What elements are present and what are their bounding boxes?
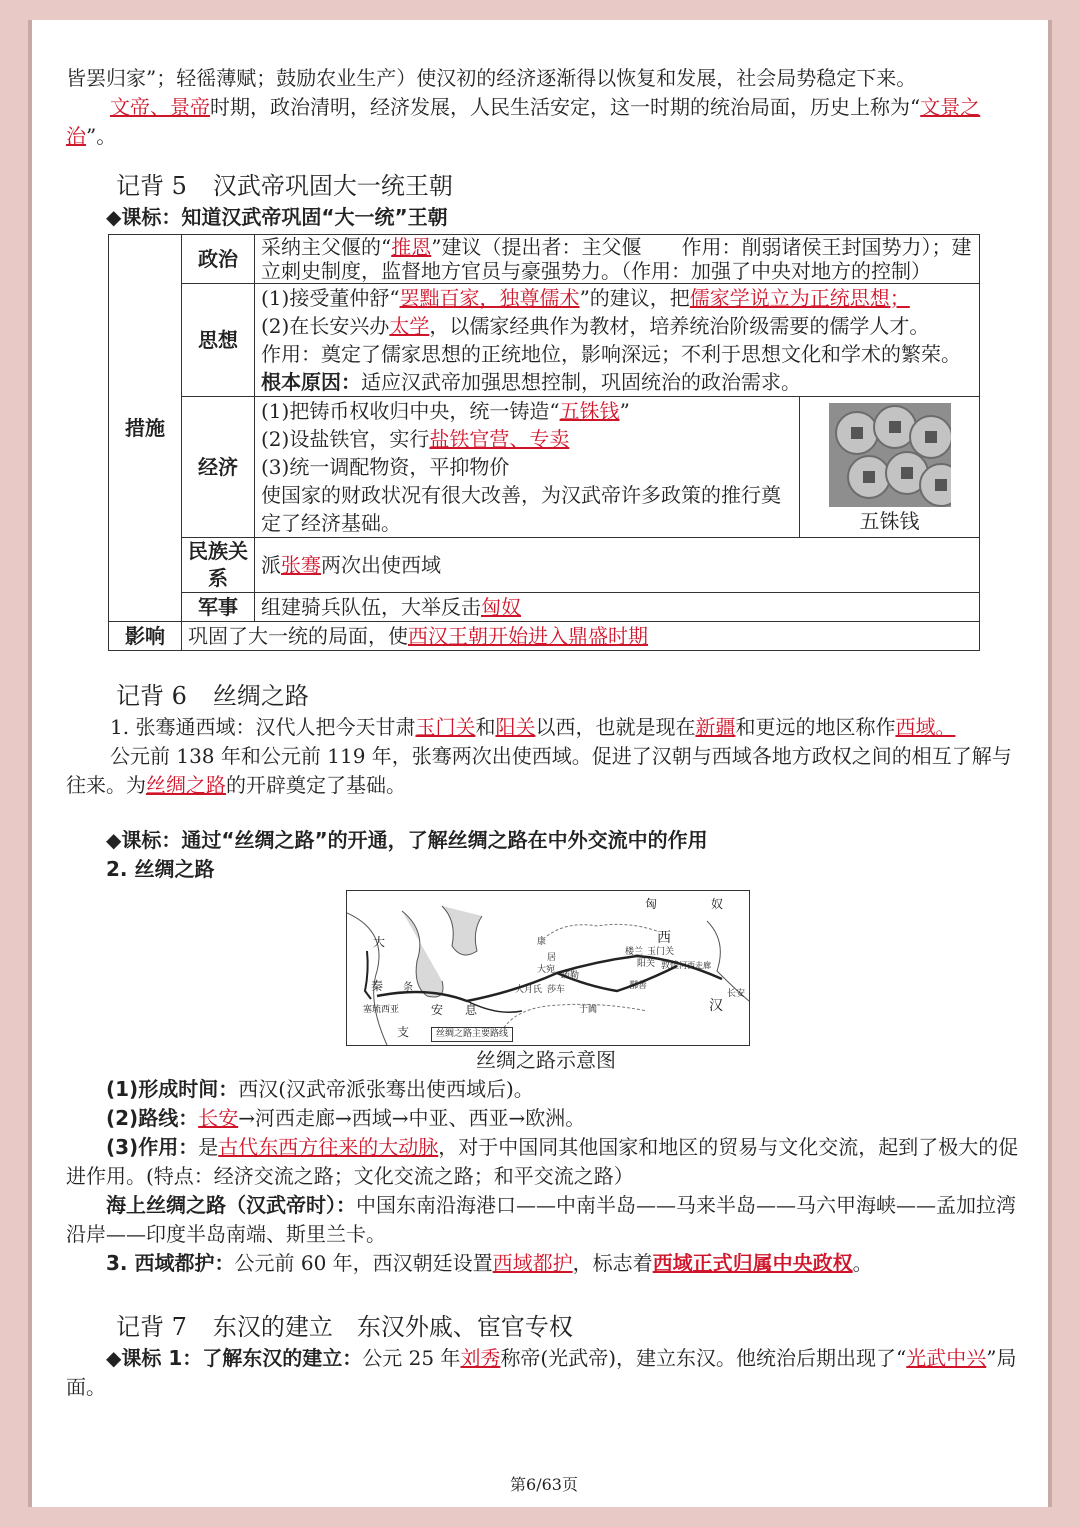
term-duhu: 西域都护: [492, 1251, 573, 1275]
term-xinjiang: 新疆: [695, 715, 736, 739]
intro-text: 时期，政治清明，经济发展，人民生活安定，这一时期的统治局面，历史上称为“: [210, 95, 921, 119]
section7-heading: [116, 1310, 1026, 1344]
map-label: 阳关: [637, 959, 656, 969]
economy-text: (1)把铸币权收归中央，统一铸造“: [261, 399, 560, 423]
term-wendi-jingdi: 文帝、景帝: [110, 95, 210, 119]
section6-point1: [110, 713, 1026, 742]
impact-content: [182, 622, 980, 651]
term-bachu-baijia: 罢黜百家，独尊儒术: [399, 286, 580, 310]
map-label: 大月氏: [515, 985, 543, 995]
map-label: 大宛: [537, 965, 556, 975]
term-wuzhuqian: 五铢钱: [559, 399, 620, 423]
term-changan: 长安: [198, 1106, 239, 1130]
term-yangguan: 阳关: [495, 715, 536, 739]
map-label: 玉门关: [647, 947, 675, 957]
thought-text: ”的建议，把: [579, 286, 690, 310]
military-content: [255, 593, 980, 622]
map-label: 支: [397, 1025, 410, 1039]
section7-standard: [66, 1344, 1026, 1402]
thought-content: [255, 284, 980, 397]
western-regions-protectorate: [106, 1249, 1026, 1278]
military-text: 组建骑兵队伍，大举反击: [261, 595, 481, 619]
section6-standard: ◆课标：通过“丝绸之路”的开通，了解丝绸之路在中外交流中的作用: [106, 828, 708, 852]
point1-text: 和更远的地区称作: [735, 715, 896, 739]
coin-cell: [800, 397, 980, 538]
section6-number: 记背 6: [116, 682, 187, 710]
item-text: 是: [198, 1135, 219, 1159]
standard-text: ”局面。: [66, 1346, 1017, 1399]
ethnic-text: 派: [261, 553, 281, 577]
point1-text: 和: [475, 715, 496, 739]
wuzhu-coins-image: [829, 403, 951, 507]
root-cause-label: 根本原因：: [261, 370, 361, 394]
item-text: 中国东南沿海港口——中南半岛——马来半岛——马六甲海峡——孟加拉湾沿岸——印度半岛南端、斯里兰卡。: [66, 1193, 1016, 1246]
map-label: 条: [403, 982, 413, 993]
map-label: 长安: [727, 989, 746, 999]
section6-paragraph: [66, 742, 1026, 800]
map-label: 息: [465, 1003, 478, 1017]
map-label: 居: [547, 953, 557, 963]
measures-label: 措施: [109, 235, 182, 622]
table-row-economy: [109, 397, 980, 538]
map-caption: 丝绸之路示意图: [476, 1048, 616, 1072]
item-label: 海上丝绸之路（汉武帝时）：: [106, 1193, 356, 1217]
map-label: 西: [657, 930, 671, 946]
map-label: 河西走廊: [679, 961, 711, 970]
point1-text: 1. 张骞通西域：汉代人把今天甘肃: [110, 715, 416, 739]
thought-item-1: [261, 284, 973, 312]
standard-label: ◆课标 1：了解东汉的建立：: [106, 1346, 363, 1370]
table-row-impact: [109, 622, 980, 651]
term-zhangqian: 张骞: [281, 553, 321, 577]
map-label: 安: [431, 1003, 444, 1017]
map-legend: 丝绸之路主要路线: [431, 1027, 513, 1042]
term-yantie: 盐铁官营、专卖: [429, 427, 570, 451]
silk-road-map: [346, 890, 750, 1046]
section5-standard: ◆课标：知道汉武帝巩固“大一统”王朝: [106, 205, 448, 229]
economy-text: (2)设盐铁官，实行: [261, 427, 430, 451]
section5-heading: [116, 169, 1026, 203]
map-label: 鄯善: [629, 981, 648, 991]
impact-text: 巩固了大一统的局面，使: [188, 624, 408, 648]
item-text: ，对于中国同其他国家和地区的贸易与文化交流，起到了极大的促进作用。(特点：经济交流之路；文化交流之路；和平交流之路）: [66, 1135, 1019, 1188]
measures-table: [108, 234, 980, 651]
item-label: (1)形成时间：: [106, 1077, 239, 1101]
politics-text-1: 采纳主父偃的“: [261, 235, 392, 259]
map-label: 莎车: [547, 985, 566, 995]
term-dingsheng: 西汉王朝开始进入鼎盛时期: [408, 624, 648, 648]
map-label: 汉: [709, 998, 723, 1014]
item-label: 3. 西域都护：: [106, 1251, 235, 1275]
ethnic-content: [255, 538, 980, 593]
thought-effect: 作用：奠定了儒家思想的正统地位，影响深远；不利于思想文化和学术的繁荣。: [261, 342, 961, 366]
thought-root-cause: [261, 368, 973, 396]
term-tuien: 推恩: [391, 235, 432, 259]
term-taixue: 太学: [389, 314, 430, 338]
term-wenjing-zhizhi: 文景之治: [66, 95, 981, 148]
term-xiongnu: 匈奴: [481, 595, 521, 619]
standard-text: 称帝(光武帝)，建立东汉。他统治后期出现了“: [500, 1346, 907, 1370]
section7-number: 记背 7: [116, 1313, 187, 1341]
map-label: 敦煌: [661, 961, 680, 971]
intro-line: 皆罢归家”；轻徭薄赋；鼓励农业生产）使汉初的经济逐渐得以恢复和发展，社会局势稳定下来。: [66, 66, 917, 90]
thought-text: (1)接受董仲舒“: [261, 286, 400, 310]
economy-text: ”: [619, 399, 630, 423]
paragraph-text: 的开辟奠定了基础。: [226, 773, 406, 797]
map-label: 塞琉西亚: [363, 1005, 400, 1015]
map-label: 康: [537, 937, 547, 947]
root-cause-text: 适应汉武帝加强思想控制，巩固统治的政治需求。: [361, 370, 801, 394]
economy-content: [255, 397, 800, 538]
map-label: 于阗: [579, 1005, 598, 1015]
map-label: 奴: [711, 897, 724, 911]
term-yumenguan: 玉门关: [415, 715, 476, 739]
silk-road-route: [106, 1104, 1026, 1133]
economy-item-1: [261, 397, 793, 425]
thought-item-2: [261, 312, 973, 340]
item-text: →河西走廊→西域→中亚、西亚→欧洲。: [238, 1106, 586, 1130]
document-page: [28, 20, 1052, 1507]
economy-item-3: (3)统一调配物资，平抑物价: [261, 455, 510, 479]
politics-text-2: ”建议（提出者：主父偃 作用：削弱诸侯王封国势力）；建立刺史制度，监督地方官员与豪强势力。（作用：加强了中央对地方的控制）: [261, 235, 972, 283]
section7-title: 东汉的建立 东汉外戚、宦官专权: [212, 1313, 573, 1341]
military-label: 军事: [182, 593, 255, 622]
term-rujia-zhengtong: 儒家学说立为正统思想；: [689, 286, 910, 310]
politics-content: [255, 235, 980, 284]
map-label: 大: [373, 935, 386, 949]
impact-label: 影响: [109, 622, 182, 651]
map-label: 疏勒: [561, 971, 580, 981]
term-central-rule: 西域正式归属中央政权: [652, 1251, 853, 1275]
item-label: (2)路线：: [106, 1106, 199, 1130]
economy-label: 经济: [182, 397, 255, 538]
item-text: 公元前 60 年，西汉朝廷设置: [234, 1251, 493, 1275]
map-label: 秦: [371, 979, 384, 993]
thought-text: (2)在长安兴办: [261, 314, 390, 338]
table-row-thought: [109, 284, 980, 397]
paragraph-text: 公元前 138 年和公元前 119 年，张骞两次出使西域。促进了汉朝与西域各地方政权之间的相互了解与往来。为: [66, 744, 1012, 797]
silk-road-role: [66, 1133, 1026, 1191]
map-label: 匈: [645, 897, 658, 911]
section6-subheading: 2. 丝绸之路: [106, 857, 215, 881]
section6-heading: [116, 679, 1026, 713]
intro-end: ”。: [86, 124, 117, 148]
table-row-ethnic: [109, 538, 980, 593]
standard-text: 公元 25 年: [362, 1346, 461, 1370]
intro-paragraph: [66, 93, 1026, 151]
table-row-military: [109, 593, 980, 622]
ethnic-text: 两次出使西域: [321, 553, 441, 577]
term-guangwu-zhongxing: 光武中兴: [906, 1346, 987, 1370]
term-xiyu: 西域。: [895, 715, 956, 739]
term-silk-road: 丝绸之路: [146, 773, 226, 797]
term-artery: 古代东西方往来的大动脉: [218, 1135, 439, 1159]
item-text: 西汉(汉武帝派张骞出使西域后)。: [238, 1077, 534, 1101]
item-text: ，标志着: [572, 1251, 653, 1275]
section5-title: 汉武帝巩固大一统王朝: [212, 172, 453, 200]
thought-label: 思想: [182, 284, 255, 397]
table-row-politics: [109, 235, 980, 284]
coin-caption: 五铢钱: [859, 509, 920, 533]
map-label: 楼兰: [625, 947, 644, 957]
page-number: 第6/63页: [510, 1475, 578, 1494]
politics-label: 政治: [182, 235, 255, 284]
item-text: 。: [852, 1251, 873, 1275]
economy-item-2: [261, 425, 793, 453]
term-liuxiu: 刘秀: [460, 1346, 501, 1370]
maritime-silk-road: [66, 1191, 1026, 1249]
page-content: [66, 64, 1026, 1402]
economy-effect: 使国家的财政状况有很大改善，为汉武帝许多政策的推行奠定了经济基础。: [261, 483, 781, 535]
item-label: (3)作用：: [106, 1135, 199, 1159]
silk-road-time: [106, 1075, 1026, 1104]
section5-number: 记背 5: [116, 172, 187, 200]
thought-text: ，以儒家经典作为教材，培养统治阶级需要的儒学人才。: [429, 314, 930, 338]
section6-title: 丝绸之路: [212, 682, 309, 710]
point1-text: 以西，也就是现在: [535, 715, 696, 739]
ethnic-label: 民族关系: [182, 538, 255, 593]
